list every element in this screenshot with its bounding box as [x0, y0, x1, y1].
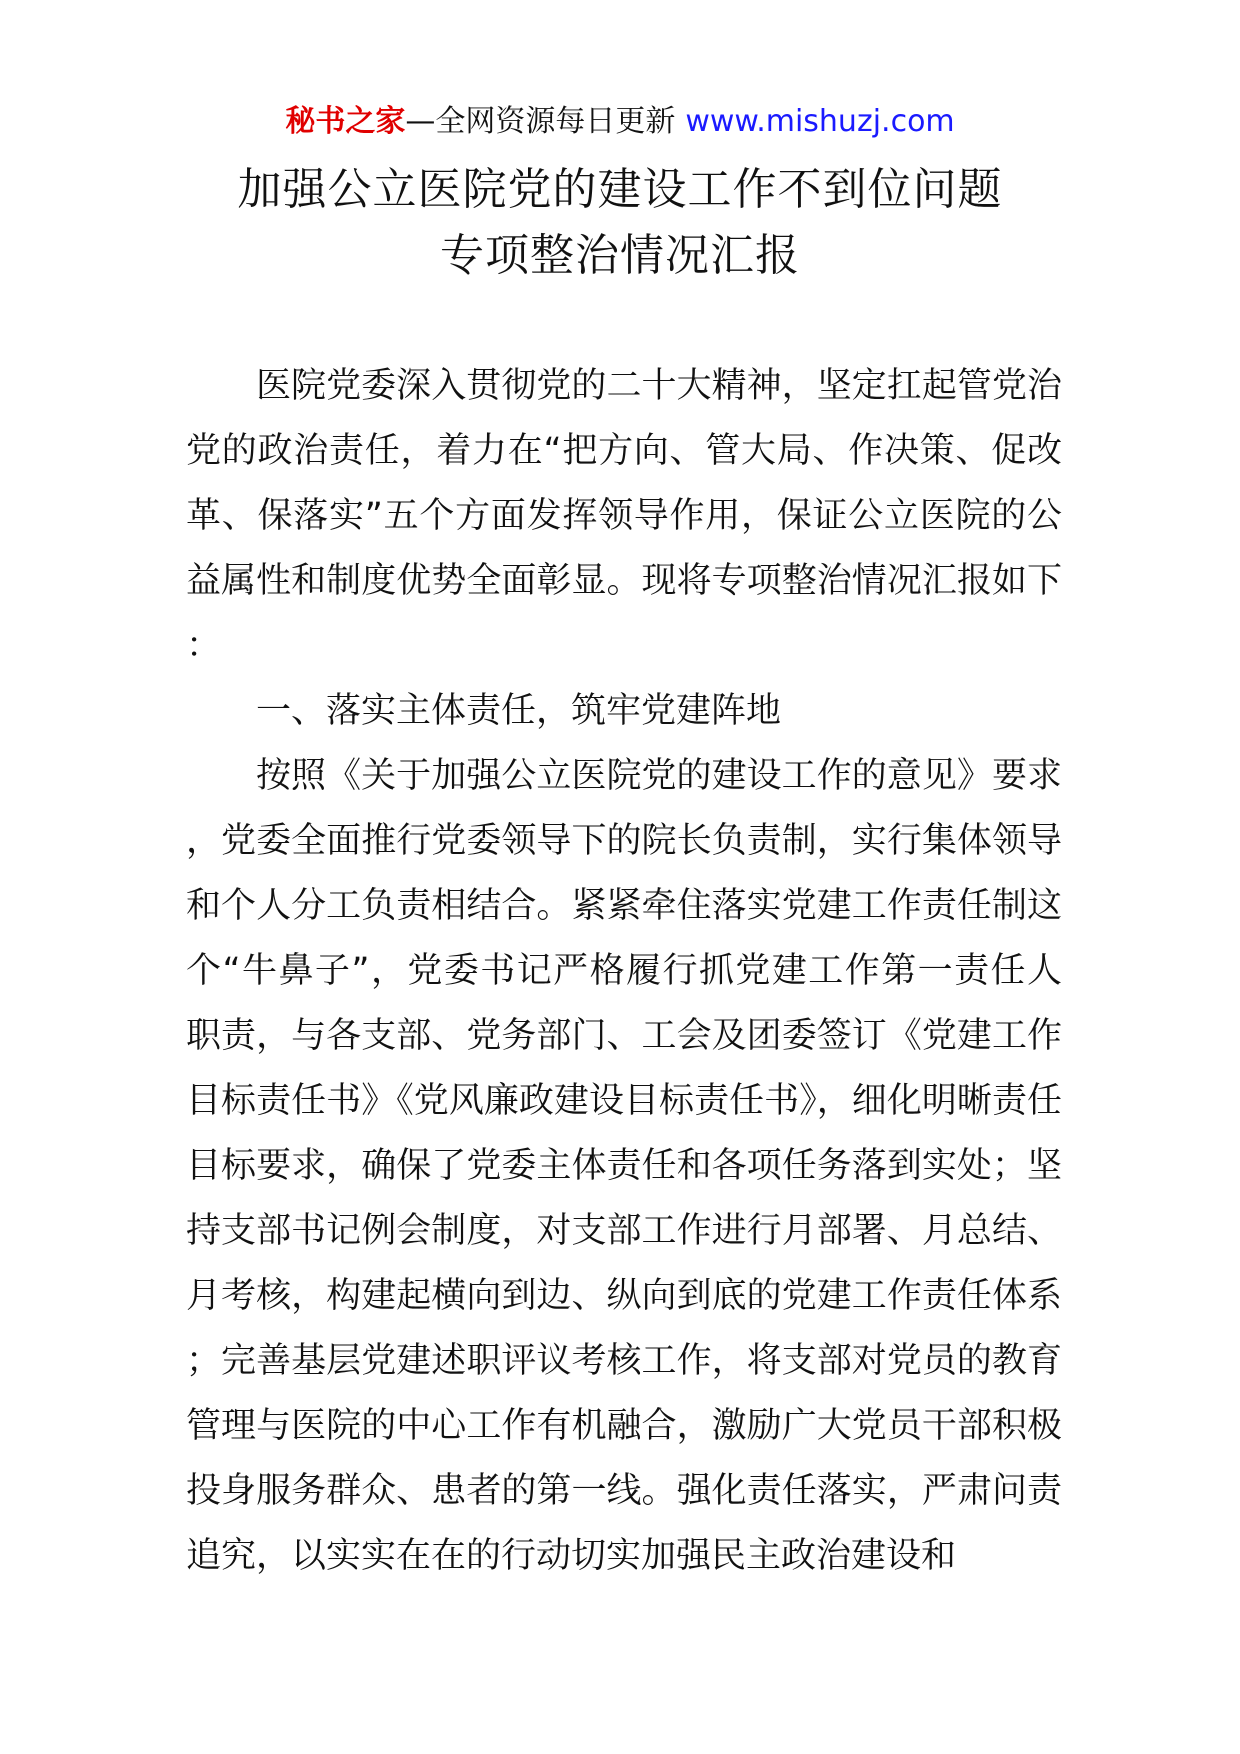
intro-paragraph: 医院党委深入贯彻党的二十大精神，坚定扛起管党治党的政治责任，着力在“把方向、管大局、作决策、促改革、保落实”五个方面发挥领导作用，保证公立医院的公益属性和制度优势全面彰显。现将专项整治情况汇报如下：: [186, 366, 1062, 666]
document-title-line-1: 加强公立医院党的建设工作不到位问题: [237, 164, 1003, 215]
section-heading: 一、落实主体责任，筑牢党建阵地: [256, 691, 782, 731]
site-url-link[interactable]: www.mishuzj.com: [685, 104, 955, 139]
site-slogan: —全网资源每日更新: [405, 104, 676, 139]
document-body: [186, 354, 1062, 1589]
site-brand: 秘书之家: [285, 104, 406, 139]
document-title-line-2: 专项整治情况汇报: [440, 230, 800, 281]
body-paragraph: 按照《关于加强公立医院党的建设工作的意见》要求，党委全面推行党委领导下的院长负责制，实行集体领导和个人分工负责相结合。紧紧牵住落实党建工作责任制这个“牛鼻子”，党委书记严格履行抓党建工作第一责任人职责，与各支部、党务部门、工会及团委签订《党建工作目标责任书》《党风廉政建设目标责任书》，细化明晰责任目标要求，确保了党委主体责任和各项任务落到实处；坚持支部书记例会制度，对支部工作进行月部署、月总结、月考核，构建起横向到边、纵向到底的党建工作责任体系；完善基层党建述职评议考核工作，将支部对党员的教育管理与医院的中心工作有机融合，激励广大党员干部积极投身服务群众、患者的第一线。强化责任落实，严肃问责追究，以实实在在的行动切实加强民主政治建设和: [186, 756, 1062, 1576]
site-header: [0, 102, 1240, 142]
